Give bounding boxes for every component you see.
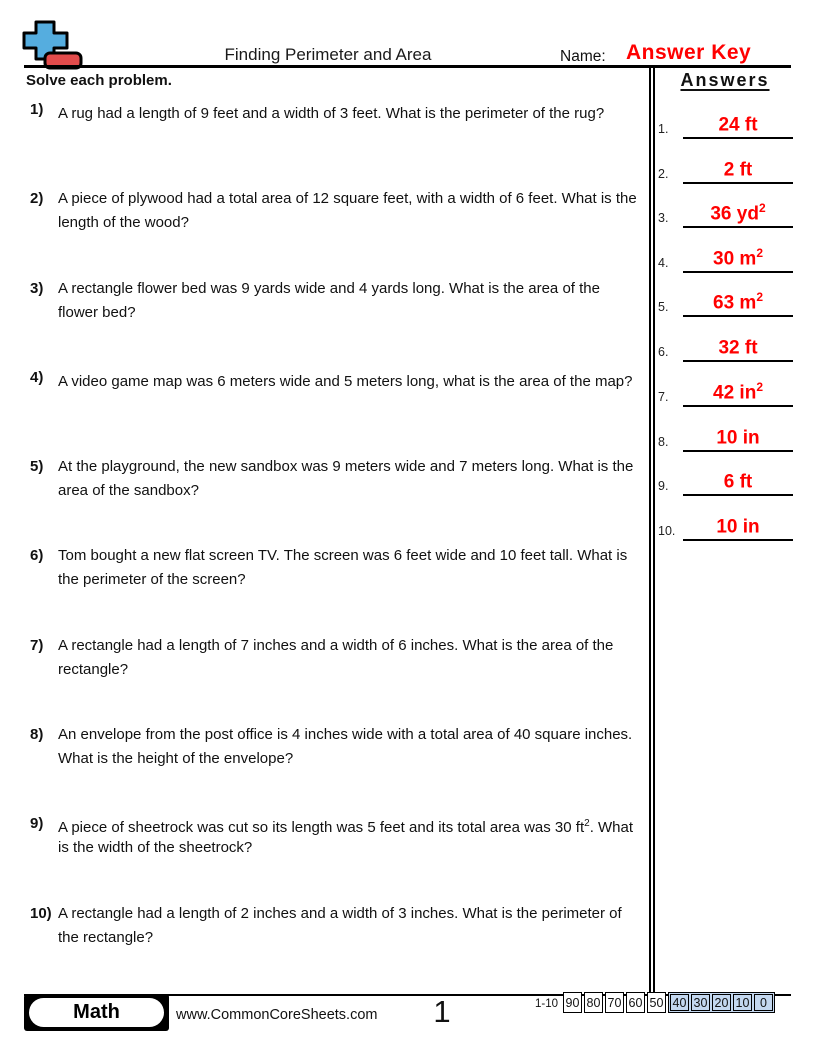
question-text (58, 904, 644, 947)
answer-superscript: 2 (758, 200, 766, 215)
question-superscript: 2 (584, 818, 590, 829)
answer-number: 7. (658, 390, 669, 404)
question-5 (30, 457, 644, 500)
question-text (58, 189, 644, 232)
question-text-main: An envelope from the post office is 4 inches wide with a total area of 40 square inches. What is the height of the envelope? (58, 726, 633, 767)
answer-text: 30 m (713, 248, 757, 269)
question-1 (30, 100, 644, 124)
question-text (58, 814, 644, 857)
answer-blank-line (683, 494, 793, 496)
question-number: 7) (30, 637, 44, 654)
answer-blank-line (683, 182, 793, 184)
score-shaded-group (668, 992, 775, 1013)
question-7 (30, 636, 644, 679)
question-number: 2) (30, 190, 44, 207)
answer-row-6 (655, 332, 795, 362)
question-text (58, 546, 644, 589)
header-divider (24, 65, 791, 68)
question-text (58, 457, 644, 500)
answer-text: 10 in (716, 516, 760, 537)
question-text-main: A rectangle flower bed was 9 yards wide and 4 yards long. What is the area of the flower bed? (58, 280, 600, 321)
question-number: 8) (30, 726, 44, 743)
score-cell-shaded: 20 (712, 994, 731, 1011)
answer-blank-line (683, 360, 793, 362)
answer-superscript: 2 (756, 379, 763, 394)
score-grid (563, 992, 775, 1013)
answer-number: 8. (658, 435, 669, 449)
answer-text: 36 yd (710, 203, 759, 224)
answer-row-2 (655, 154, 795, 184)
score-range-label: 1-10 (534, 998, 558, 1010)
answer-row-1 (655, 109, 795, 139)
question-number: 5) (30, 458, 44, 475)
answer-value (683, 469, 793, 493)
answer-text: 2 ft (723, 159, 753, 180)
question-8 (30, 725, 644, 768)
answers-heading: Answers (680, 70, 770, 90)
answer-value (683, 201, 793, 225)
answer-text: 42 in (713, 382, 757, 403)
answer-value (683, 112, 793, 136)
question-number: 10) (30, 905, 52, 922)
answer-row-9 (655, 466, 795, 496)
question-number: 1) (30, 101, 44, 118)
instructions: Solve each problem. (26, 72, 172, 89)
question-2 (30, 189, 644, 232)
score-cell: 60 (626, 992, 645, 1013)
question-3 (30, 279, 644, 322)
question-number: 3) (30, 280, 44, 297)
answer-number: 5. (658, 300, 669, 314)
answer-value (683, 425, 793, 449)
answer-number: 4. (658, 256, 669, 270)
name-label: Name: (560, 48, 606, 65)
answer-text: 32 ft (718, 337, 758, 358)
question-text-main: A rectangle had a length of 7 inches and a width of 6 inches. What is the area of the rectangle? (58, 637, 614, 678)
question-number: 9) (30, 815, 44, 832)
answer-text: 24 ft (718, 114, 758, 135)
answer-row-3 (655, 198, 795, 228)
question-text (58, 636, 644, 679)
answer-blank-line (683, 226, 793, 228)
question-text-main: A rectangle had a length of 2 inches and a width of 3 inches. What is the perimeter of the rectangle? (58, 905, 622, 946)
answer-value (683, 246, 793, 270)
question-text-main: A rug had a length of 9 feet and a width of 3 feet. What is the perimeter of the rug? (58, 105, 605, 122)
question-text (58, 100, 644, 124)
score-cell-shaded: 10 (733, 994, 752, 1011)
answer-text: 10 in (716, 427, 760, 448)
question-text-main: Tom bought a new flat screen TV. The screen was 6 feet wide and 10 feet tall. What is the perimeter of the screen? (58, 547, 628, 588)
answer-value (683, 380, 793, 404)
answer-number: 6. (658, 345, 669, 359)
question-number: 6) (30, 547, 44, 564)
answer-number: 1. (658, 122, 669, 136)
question-text-main: A piece of sheetrock was cut so its length was 5 feet and its total area was 30 ft (58, 819, 585, 836)
question-10 (30, 904, 644, 947)
answer-row-4 (655, 243, 795, 273)
question-9 (30, 814, 644, 857)
score-cell-shaded: 0 (754, 994, 773, 1011)
question-text-main: A video game map was 6 meters wide and 5 meters long, what is the area of the map? (58, 373, 633, 390)
score-cell-shaded: 30 (691, 994, 710, 1011)
answer-row-5 (655, 287, 795, 317)
question-text-main: At the playground, the new sandbox was 9 meters wide and 7 meters long. What is the area of the sandbox? (58, 458, 634, 499)
answer-value (683, 157, 793, 181)
answer-blank-line (683, 450, 793, 452)
answer-value (683, 335, 793, 359)
answer-row-10 (655, 511, 795, 541)
answer-superscript: 2 (756, 289, 763, 304)
answer-number: 10. (658, 524, 676, 538)
answer-key-label: Answer Key (626, 41, 752, 64)
score-cell-shaded: 40 (670, 994, 689, 1011)
question-text (58, 725, 644, 768)
subject-badge (24, 994, 169, 1031)
answer-value (683, 514, 793, 538)
score-cell: 70 (605, 992, 624, 1013)
answer-superscript: 2 (756, 245, 763, 260)
question-text (58, 368, 644, 392)
answer-value (683, 290, 793, 314)
answer-row-8 (655, 422, 795, 452)
page-number: 1 (433, 994, 451, 1029)
score-cell: 80 (584, 992, 603, 1013)
answer-text: 63 m (713, 292, 757, 313)
answer-blank-line (683, 539, 793, 541)
subject-label: Math (29, 998, 164, 1027)
page-title: Finding Perimeter and Area (224, 45, 432, 64)
question-text-cont: . What is the width of the sheetrock? (58, 819, 634, 856)
score-cell: 90 (563, 992, 582, 1013)
score-cell: 50 (647, 992, 666, 1013)
answer-text: 6 ft (723, 471, 753, 492)
question-text-main: A piece of plywood had a total area of 12 square feet, with a width of 6 feet. What is the length of the wood? (58, 190, 637, 231)
question-text (58, 279, 644, 322)
answer-blank-line (683, 315, 793, 317)
question-4 (30, 368, 644, 392)
website-url: www.CommonCoreSheets.com (176, 1007, 378, 1023)
answer-blank-line (683, 137, 793, 139)
answer-number: 3. (658, 211, 669, 225)
answer-number: 9. (658, 479, 669, 493)
answer-number: 2. (658, 167, 669, 181)
question-number: 4) (30, 369, 44, 386)
question-6 (30, 546, 644, 589)
answer-blank-line (683, 271, 793, 273)
answer-row-7 (655, 377, 795, 407)
answer-blank-line (683, 405, 793, 407)
